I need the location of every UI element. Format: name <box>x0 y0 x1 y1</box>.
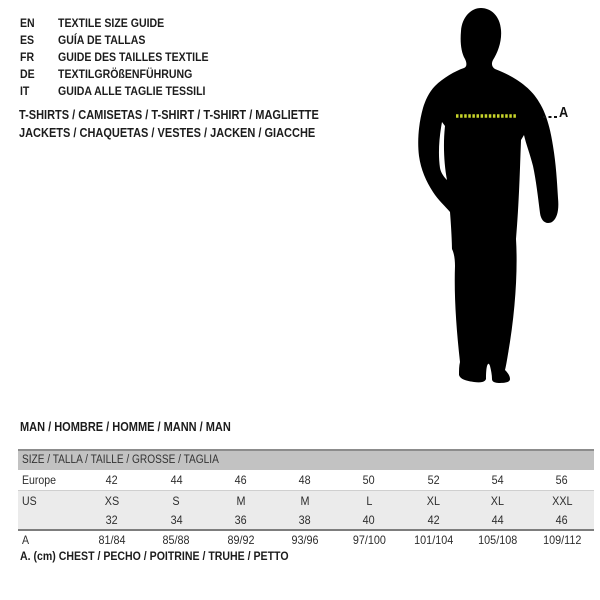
man-silhouette-figure <box>405 4 575 389</box>
language-row-it <box>20 83 229 100</box>
language-row-de <box>20 66 229 83</box>
table-row-us: US XS S M M L XL XL XXL <box>18 491 594 510</box>
lang-code-de: DE <box>20 67 35 81</box>
row-label-us: US <box>22 493 37 508</box>
lang-text-de: TEXTILGRÖßENFÜHRUNG <box>58 67 193 81</box>
table-header-row <box>18 451 594 470</box>
table-row-europe: Europe 42 44 46 48 50 52 54 56 <box>18 470 594 490</box>
language-row-fr <box>20 49 229 66</box>
man-silhouette-svg <box>405 4 575 389</box>
language-row-es <box>20 32 229 49</box>
row-label-a: A <box>22 533 30 547</box>
lang-text-es: GUÍA DE TALLAS <box>58 33 146 47</box>
measure-label-a: A <box>559 105 569 121</box>
lang-code-it: IT <box>20 84 30 98</box>
lang-text-fr: GUIDE DES TAILLES TEXTILE <box>58 50 209 64</box>
man-silhouette-shape <box>418 8 558 383</box>
row-label-europe: Europe <box>22 473 57 487</box>
language-row-en <box>20 15 229 32</box>
category-line-jackets: JACKETS / CHAQUETAS / VESTES / JACKEN / GIACCHE <box>19 126 316 140</box>
category-line-tshirts: T-SHIRTS / CAMISETAS / T-SHIRT / T-SHIRT / MAGLIETTE <box>19 108 319 122</box>
section-title-man: MAN / HOMBRE / HOMME / MANN / MAN <box>20 420 231 434</box>
lang-code-en: EN <box>20 16 35 30</box>
measurement-footnote: A. (cm) CHEST / PECHO / POITRINE / TRUHE / PETTO <box>20 549 289 563</box>
lang-code-es: ES <box>20 33 35 47</box>
size-table <box>18 449 594 549</box>
lang-text-it: GUIDA ALLE TAGLIE TESSILI <box>58 84 206 98</box>
category-block <box>19 106 360 142</box>
table-row-unlabeled: 32 34 36 38 40 42 44 46 <box>18 510 594 529</box>
table-header-label: SIZE / TALLA / TAILLE / GRÖSSE / TAGLIA <box>22 454 219 466</box>
lang-code-fr: FR <box>20 50 35 64</box>
language-legend <box>20 15 229 100</box>
table-row-chest: A 81/84 85/88 89/92 93/96 97/100 101/104 105/108 109/112 <box>18 531 594 549</box>
lang-text-en: TEXTILE SIZE GUIDE <box>58 16 165 30</box>
